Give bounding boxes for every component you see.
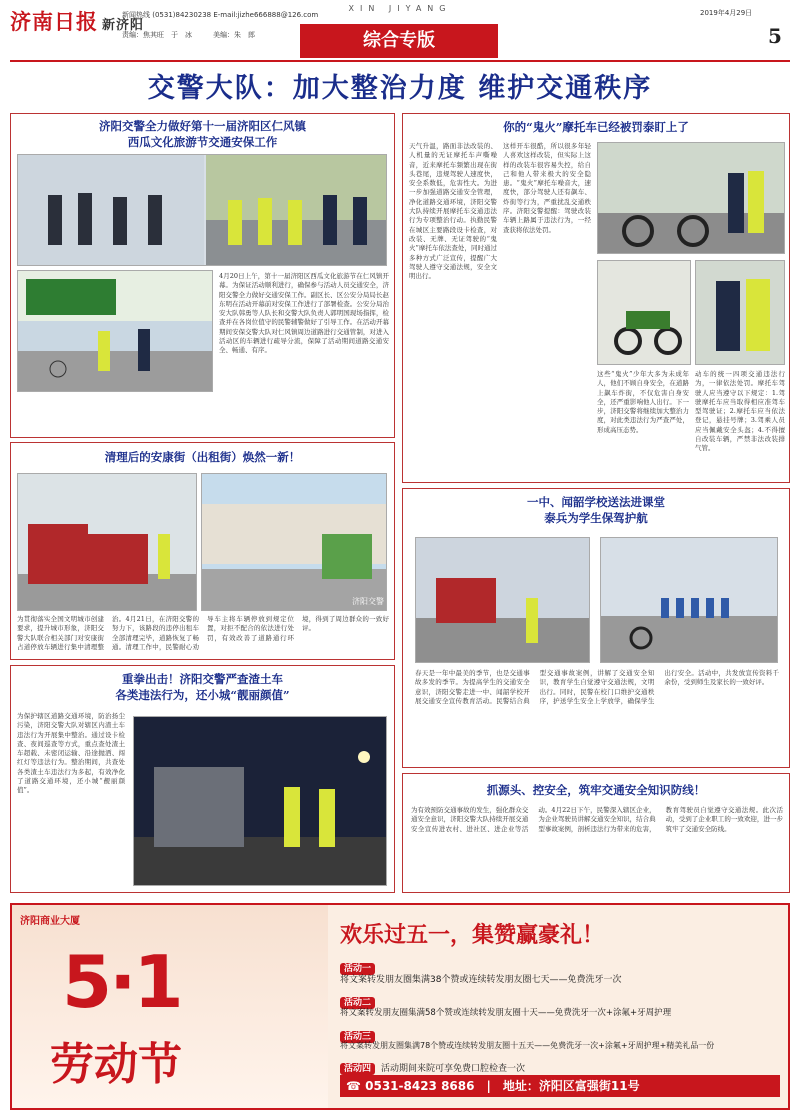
article-col-2: 这样开车很酷，所以很多年轻人喜欢这样改装，但实际上这样的改装车很容易失控，给自己和他人带来极大的安全隐患。“鬼火”摩托车噪音大，速度快，部分驾驶人还有飙车、炸街等行为，严重扰乱交通秩序。济阳交警提醒：驾驶改装车辆上路属于违法行为，一经查获将依法处罚。 — [503, 142, 591, 234]
page-band: 综合专版 — [300, 24, 498, 58]
article-title-line1: 重拳出击！济阳交警严查渣土车 — [122, 672, 283, 686]
school-photo-escort — [600, 537, 778, 663]
article-col-3: 这些“鬼火”少年大多为未成年人，他们不顾自身安全，在道路上飙车炸街，不仅危害自身安全，还严重影响他人出行。下一步，济阳交警将继续加大整治力度，对此类违法行为严查严处，形成高压态势。 — [597, 370, 689, 434]
ad-big-number: 5·1 — [62, 940, 181, 1024]
ad-item-2-text: 将文案转发朋友圈集满58个赞或连续转发朋友圈十天——免费洗牙一次+涂氟+牙周护理 — [340, 1008, 672, 1018]
ad-festival-name: 劳动节 — [50, 1039, 182, 1090]
article-title-line1: 济阳交警全力做好第十一届济阳区仁风镇 — [99, 119, 306, 133]
ad-brand: 济阳商业大厦 — [20, 916, 80, 927]
article-col-4: 动车的统一四项交通违法行为，一律依法处罚。摩托车驾驶人应当遵守以下规定：1.驾驶摩托车应当取得相应准驾车型驾驶证；2.摩托车应当依法登记，悬挂号牌；3.驾乘人员应当佩戴安全头盔；4.不得擅自改装车辆，严禁非法改装排气管。 — [695, 370, 785, 453]
masthead-rule — [10, 60, 790, 62]
ad-item-3-text: 将文案转发朋友圈集满78个赞或连续转发朋友圈十五天——免费洗牙一次+涂氟+牙周护理+精美礼品一份 — [340, 1041, 715, 1050]
page-number: 5 — [768, 24, 782, 48]
article-body: 为贯彻落实全国文明城市创建要求，提升城市形象，济阳交警大队联合相关部门对安康街占道停放车辆进行集中清理整治。4月21日，在济阳交警的努力下，该路段的违停出租车全部清理完毕，道路恢复了畅通。清理工作中，民警耐心劝导车主将车辆停放到规定位置，对拒不配合的依法进行处罚，有效改善了道路通行环境，得到了周边群众的一致好评。 — [17, 615, 389, 651]
article-title-line2: 各类违法行为，还小城“靓丽颜值” — [115, 688, 290, 702]
ad-phone: 0531-8423 8686 — [365, 1079, 475, 1093]
ad-item-4: 活动四 活动期间来院可享免费口腔检查一次 — [340, 1056, 525, 1075]
article-ankang-street — [10, 442, 395, 660]
article-title-line2: 西瓜文化旅游节交通安保工作 — [127, 135, 278, 149]
photo-watermark: 济阳交警 — [352, 597, 384, 606]
ad-item-3: 活动三 — [340, 1024, 375, 1043]
article-body: 春天是一年中最美的季节，也是交通事故多发的季节。为提高学生的交通安全意识，济阳交警走进一中、闻韶学校开展交通安全宣传教育活动。民警结合典型交通事故案例，讲解了交通安全知识，教育学生自觉遵守交通法规，文明出行。同时，民警在校门口维护交通秩序，护送学生安全上学放学，确保学生出行安全。活动中，共发放宣传资料千余份，受到师生及家长的一致好评。 — [415, 669, 779, 705]
article-body: 为有效预防交通事故的发生，强化群众交通安全意识，济阳交警大队持续开展交通安全宣传进农村、进社区、进企业等活动。4月22日下午，民警深入辖区企业，为企业驾驶员讲解交通安全知识，结合典型事故案例，剖析违法行为带来的危害，教育驾驶员自觉遵守交通法规。此次活动，受到了企业职工的一致欢迎，进一步筑牢了交通安全防线。 — [411, 806, 783, 833]
article-body: 4月20日上午，第十一届济阳区西瓜文化旅游节在仁风镇开幕。为保证活动顺利进行，确保参与活动人员交通安全，济阳交警全力做好交通安保工作。副区长、区公安分局局长赵东明在活动开幕前对安保工作进行了部署检查。公安分局治安大队韩勇等人队长和交警大队负责人郭明国现场指挥，检查并在各岗位值守的民警辅警做好了引导工作。在活动开幕期间安保交警大队对仁风镇周边道路进行交通管制，对进入活动区的车辆进行疏导分流，保障了活动期间道路交通安全、畅通、有序。 — [219, 272, 389, 355]
street-photo-cleared — [201, 473, 387, 611]
newspaper-logo: 济南日报 新济阳 — [10, 10, 145, 34]
article-title: 抓源头、控安全，筑牢交通安全知识防线！ — [486, 783, 706, 797]
ad-item-1: 活动一 — [340, 956, 375, 975]
article-body: 为保护辖区道路交通环境，防治扬尘污染，济阳交警大队对辖区内渣土车违法行为开展集中整治。通过设卡检查、夜间巡查等方式，重点查处渣土车超载、未密闭运输、沿途抛洒、闯红灯等违法行为。整治期间，共查处各类渣土车违法行为多起，有效净化了道路交通环境，还小城“靓丽颜值”。 — [17, 712, 125, 795]
motorcycle-photo-2 — [597, 260, 691, 365]
street-photo-trucks — [17, 473, 197, 611]
ad-headline: 欢乐过五一，集赞赢豪礼！ — [340, 923, 605, 948]
article-title-line2: 泰兵为学生保驾护航 — [544, 511, 648, 525]
article-watermelon-festival — [10, 113, 395, 438]
night-inspection-photo — [133, 716, 387, 886]
motorcycle-photo-3 — [695, 260, 785, 365]
issue-date: 2019年4月29日 — [700, 9, 753, 17]
school-photo-roadside — [415, 537, 590, 663]
article-school-safety — [402, 488, 790, 768]
ad-item-2: 活动二 — [340, 990, 375, 1009]
ad-item-1-text: 将文案转发朋友圈集满38个赞或连续转发朋友圈七天——免费洗牙一次 — [340, 975, 622, 985]
article-title: 你的“鬼火”摩托车已经被罚泰盯上了 — [503, 120, 689, 134]
article-title: 清理后的安康街（出租街）焕然一新！ — [104, 450, 301, 464]
article-title-line1: 一中、闻韶学校送法进课堂 — [527, 495, 665, 509]
ad-contact-bar: ☎ 0531-8423 8686 | 地址：济阳区富强街11号 — [340, 1075, 780, 1097]
editors-text: 责编：焦其旺 于 冰 美编：朱 郎 — [122, 31, 255, 39]
article-ghost-fire-motorcycle — [402, 113, 790, 483]
article-muck-trucks — [10, 665, 395, 893]
festival-photo-top — [17, 154, 387, 266]
article-col-1: 天气升温，路面非法改装的、人机量的无证摩托车声嘶噪音，近来摩托车频繁出现在街头巷尾，违规驾驶人速度快，安全系数低，危害性大。为进一步加强道路交通安全管理，净化道路交通环境，济阳交警大队持续开展摩托车交通违法行为专项整治行动。执勤民警在城区主要路段设卡检查，对改装、无牌、无证驾驶的“鬼火”摩托车依法查处，同时通过多种方式广泛宣传，提醒广大驾驶人遵守交通法规，安全文明出行。 — [409, 142, 497, 281]
section-pinyin: XIN JIYANG — [348, 4, 452, 13]
article-knowledge-defense — [402, 773, 790, 893]
hotline-text: 新闻热线 (0531)84230238 E-mail:jizhe666888@126.com — [122, 11, 319, 19]
ad-address: 地址：济阳区富强街11号 — [502, 1079, 640, 1093]
motorcycle-photo-1 — [597, 142, 785, 254]
festival-photo-street — [17, 270, 213, 392]
page-headline: 交警大队：加大整治力度 维护交通秩序 — [147, 73, 653, 104]
